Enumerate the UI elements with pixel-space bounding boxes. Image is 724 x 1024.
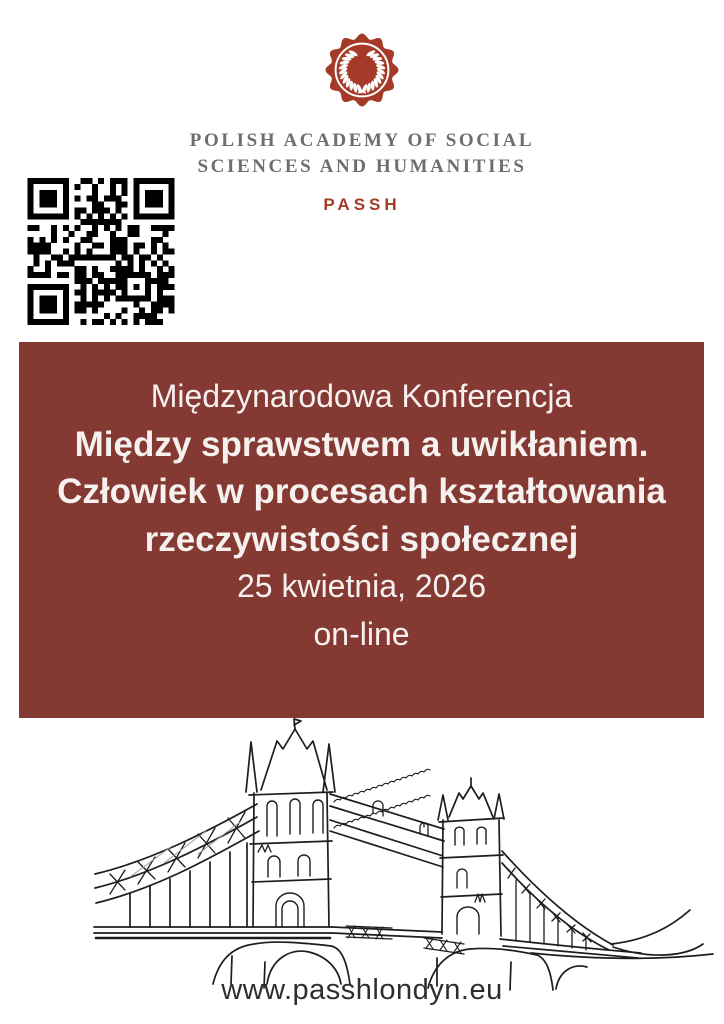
passh-seal-icon bbox=[318, 26, 406, 114]
org-name bbox=[0, 128, 724, 180]
title-banner bbox=[19, 342, 704, 718]
banner-date: 25 kwietnia, 2026 bbox=[236, 568, 487, 604]
banner-title-line2: Człowiek w procesach kształtowania bbox=[57, 472, 666, 511]
banner-format: on-line bbox=[313, 615, 410, 652]
banner-title-line3: rzeczywistości społecznej bbox=[144, 519, 579, 559]
banner-subtitle: Międzynarodowa Konferencja bbox=[150, 378, 573, 414]
qr-code-icon bbox=[27, 178, 175, 325]
org-name-line1: POLISH ACADEMY OF SOCIAL bbox=[189, 130, 535, 151]
org-name-line2: SCIENCES AND HUMANITIES bbox=[197, 156, 527, 177]
qr-code bbox=[27, 178, 175, 325]
banner-title-line1: Między sprawstwem a uwikłaniem. bbox=[74, 424, 649, 464]
org-acronym: PASSH bbox=[323, 195, 401, 214]
tower-bridge-sketch-icon bbox=[0, 700, 724, 1010]
laurel-wreath-seal-icon bbox=[318, 26, 406, 114]
website-url: www.passhlondyn.eu bbox=[221, 974, 503, 1006]
